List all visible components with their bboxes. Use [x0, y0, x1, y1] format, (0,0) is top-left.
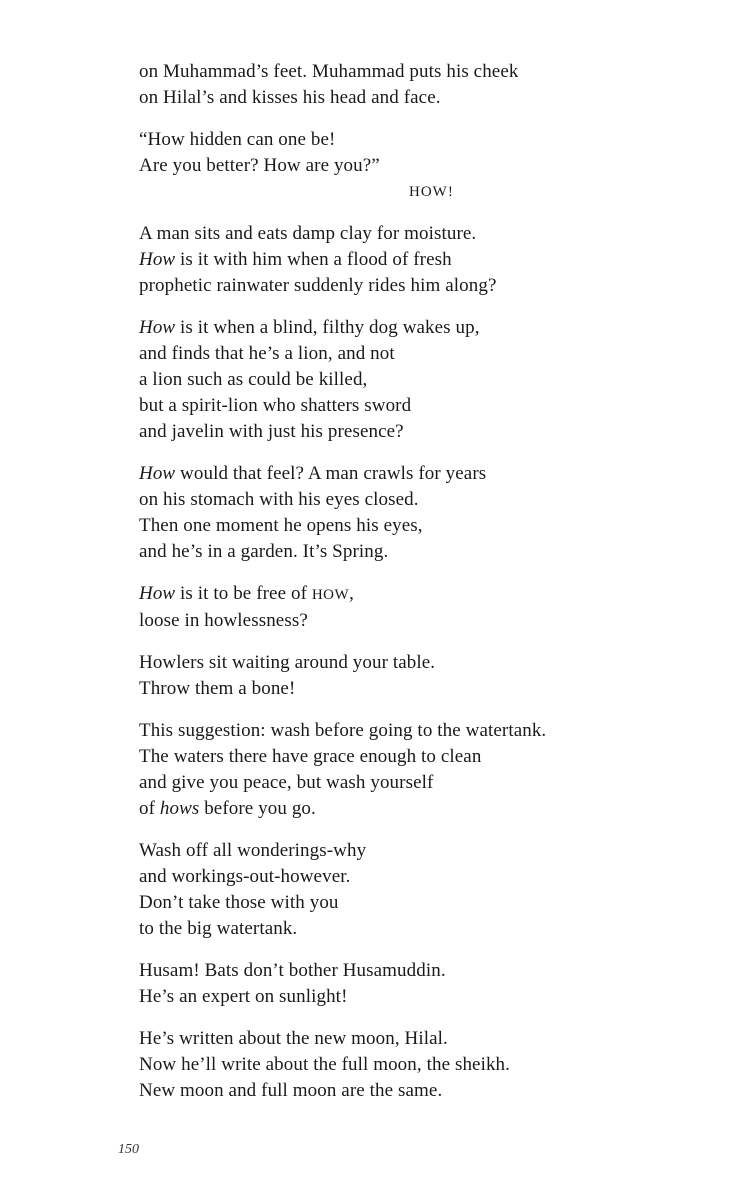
poem-line: loose in howlessness?: [139, 610, 308, 631]
stanza: [139, 958, 719, 1010]
poem-line: prophetic rainwater suddenly rides him along?: [139, 275, 497, 296]
poem-line: [139, 247, 719, 273]
poem-line: and javelin with just his presence?: [139, 421, 404, 442]
poem-line: The waters there have grace enough to clean: [139, 746, 482, 767]
poem-line: New moon and full moon are the same.: [139, 1080, 443, 1101]
poem-line: and give you peace, but wash yourself: [139, 772, 434, 793]
line-continuation: before you go.: [199, 798, 316, 819]
poem-line: on Hilal’s and kisses his head and face.: [139, 87, 441, 108]
poem-line: on his stomach with his eyes closed.: [139, 489, 419, 510]
line-start: of: [139, 798, 160, 819]
poem-line: [139, 461, 719, 487]
italic-hows: hows: [159, 798, 200, 819]
line-continuation: is it with him when a flood of fresh: [175, 249, 452, 270]
poem-line: Howlers sit waiting around your table.: [139, 652, 436, 673]
italic-how: How: [139, 463, 176, 484]
poem-line: Don’t take those with you: [139, 892, 339, 913]
poem-line: a lion such as could be killed,: [139, 369, 368, 390]
poem-line: Then one moment he opens his eyes,: [139, 515, 423, 536]
line-continuation: would that feel? A man crawls for years: [175, 463, 487, 484]
poem-line: He’s written about the new moon, Hilal.: [139, 1028, 448, 1049]
stanza: [139, 838, 719, 942]
poem-line: [139, 796, 719, 822]
stanza: [139, 221, 719, 299]
poem-line-how-exclamation: HOW!: [409, 184, 454, 200]
poem-line: Husam! Bats don’t bother Husamuddin.: [139, 960, 446, 981]
poem-line: on Muhammad’s feet. Muhammad puts his cheek: [139, 61, 519, 82]
smallcaps-how: HOW: [311, 587, 350, 603]
poem-line: This suggestion: wash before going to the watertank.: [139, 720, 547, 741]
poem-line: and finds that he’s a lion, and not: [139, 343, 395, 364]
poem-line: “How hidden can one be!: [139, 129, 336, 150]
poem-line: Are you better? How are you?”: [139, 155, 380, 176]
line-continuation: is it when a blind, filthy dog wakes up,: [175, 317, 480, 338]
poem-line: [139, 315, 719, 341]
poem-line: and he’s in a garden. It’s Spring.: [139, 541, 389, 562]
italic-how: How: [139, 317, 176, 338]
poem-line: but a spirit-lion who shatters sword: [139, 395, 412, 416]
italic-how: How: [139, 249, 176, 270]
poem-line: He’s an expert on sunlight!: [139, 986, 348, 1007]
stanza: [139, 59, 719, 111]
page-number: 150: [118, 1142, 139, 1157]
stanza: [139, 461, 719, 565]
poem-line: Wash off all wonderings-why: [139, 840, 367, 861]
stanza: [139, 581, 719, 634]
stanza: [139, 1026, 719, 1104]
poem-line: Now he’ll write about the full moon, the sheikh.: [139, 1054, 511, 1075]
poem-line: and workings-out-however.: [139, 866, 351, 887]
line-punctuation: ,: [349, 583, 355, 604]
poem-line: A man sits and eats damp clay for moisture.: [139, 223, 477, 244]
stanza: [139, 315, 719, 445]
line-continuation: is it to be free of: [175, 583, 312, 604]
stanza: [139, 127, 719, 205]
stanza: [139, 650, 719, 702]
poem-line: [139, 581, 719, 608]
poem-line: to the big watertank.: [139, 918, 298, 939]
poem-line: Throw them a bone!: [139, 678, 296, 699]
poem-text: [139, 59, 719, 1120]
stanza: [139, 718, 719, 822]
italic-how: How: [139, 583, 176, 604]
